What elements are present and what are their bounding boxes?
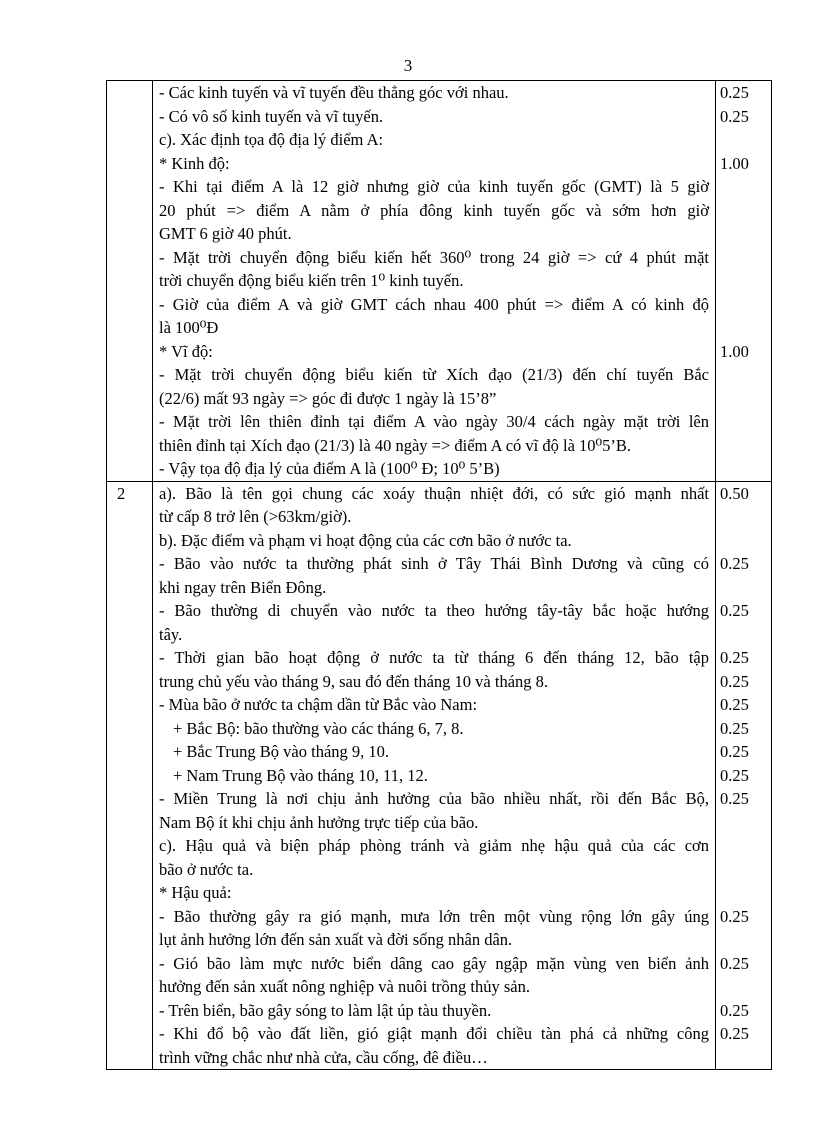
answer-line: là 100⁰Đ — [159, 318, 219, 337]
answer-line: trung chủ yếu vào tháng 9, sau đó đến tháng 10 và tháng 8. — [159, 671, 549, 691]
answer-table-body — [107, 81, 772, 1070]
question-number-cell — [107, 81, 153, 482]
answer-line: - Các kinh tuyến và vĩ tuyến đều thẳng góc với nhau. — [159, 83, 509, 102]
answer-line: 20 phút => điểm A nằm ở phía đông kinh tuyến gốc và sớm hơn giờ — [159, 200, 709, 220]
score-value — [720, 175, 771, 199]
score-value: 0.25 — [720, 789, 749, 808]
answer-line: + Bắc Trung Bộ vào tháng 9, 10. — [173, 742, 390, 761]
page-number: 3 — [403, 56, 413, 75]
answer-line: Nam Bộ ít khi chịu ảnh hưởng trực tiếp của bão. — [159, 812, 479, 832]
score-cell — [716, 481, 772, 1070]
answer-line: - Mặt trời lên thiên đỉnh tại điểm A vào ngày 30/4 cách ngày mặt trời lên — [159, 412, 709, 431]
score-value: 0.25 — [720, 695, 749, 714]
answer-line: thiên đỉnh tại Xích đạo (21/3) là 40 ngày => điểm A có vĩ độ là 10⁰5’B. — [159, 435, 632, 455]
question-number: 2 — [117, 483, 126, 503]
score-value — [720, 293, 771, 317]
score-value — [720, 623, 771, 647]
score-value — [720, 881, 771, 905]
answer-line: - Khi tại điểm A là 12 giờ nhưng giờ của kinh tuyến gốc (GMT) là 5 giờ — [159, 177, 709, 196]
score-value: 0.25 — [720, 106, 749, 126]
score-value: 0.25 — [720, 648, 749, 667]
score-value: 0.25 — [720, 718, 749, 738]
answer-line: b). Đặc điểm và phạm vi hoạt động của các cơn bão ở nước ta. — [159, 530, 572, 550]
answer-line: - Mặt trời chuyển động biểu kiến hết 360⁰ trong 24 giờ => cứ 4 phút mặt — [159, 247, 709, 267]
answer-content-cell — [153, 481, 716, 1070]
answer-line: - Trên biển, bão gây sóng to làm lật úp tàu thuyền. — [159, 1000, 492, 1020]
answer-line: c). Hậu quả và biện pháp phòng tránh và giảm nhẹ hậu quả của các cơn — [159, 836, 709, 855]
answer-table — [106, 80, 772, 1070]
score-value — [720, 387, 771, 411]
answer-line: bão ở nước ta. — [159, 859, 254, 879]
answer-line: trình vững chắc như nhà cửa, cầu cống, đê điều… — [159, 1047, 488, 1067]
score-value — [720, 576, 771, 600]
score-value — [720, 410, 771, 434]
score-value — [720, 928, 771, 952]
answer-line: + Bắc Bộ: bão thường vào các tháng 6, 7, 8. — [173, 718, 464, 738]
score-value: 0.25 — [720, 742, 749, 761]
answer-line: - Bão thường di chuyển vào nước ta theo hướng tây-tây bắc hoặc hướng — [159, 601, 709, 620]
answer-line: * Kinh độ: — [159, 153, 230, 173]
answer-line: - Giờ của điểm A và giờ GMT cách nhau 400 phút => điểm A có kinh độ — [159, 294, 709, 314]
score-value — [720, 811, 771, 835]
answer-line: - Vậy tọa độ địa lý của điểm A là (100⁰ Đ; 10⁰ 5’B) — [159, 459, 500, 478]
answer-line: - Có vô số kinh tuyến và vĩ tuyến. — [159, 106, 384, 126]
answer-content-cell — [153, 81, 716, 482]
question-row — [107, 81, 772, 482]
answer-line: - Khi đổ bộ vào đất liền, gió giật mạnh đổi chiều tàn phá cả những công — [159, 1024, 709, 1043]
score-value: 0.25 — [720, 601, 749, 620]
score-value: 0.50 — [720, 483, 749, 503]
answer-line: + Nam Trung Bộ vào tháng 10, 11, 12. — [173, 765, 428, 785]
answer-line: * Vĩ độ: — [159, 341, 213, 361]
score-value — [720, 128, 771, 152]
score-value: 1.00 — [720, 341, 749, 361]
answer-line: - Mùa bão ở nước ta chậm dần từ Bắc vào Nam: — [159, 695, 478, 714]
score-value — [720, 457, 771, 481]
score-value — [720, 858, 771, 882]
answer-line: - Mặt trời chuyển động biểu kiến từ Xích đạo (21/3) đến chí tuyến Bắc — [159, 365, 709, 384]
answer-line: (22/6) mất 93 ngày => góc đi được 1 ngày là 15’8” — [159, 388, 497, 408]
score-value — [720, 246, 771, 270]
question-number — [117, 81, 152, 105]
answer-line: khi ngay trên Biển Đông. — [159, 577, 327, 597]
question-row — [107, 481, 772, 1070]
score-value: 0.25 — [720, 906, 749, 926]
answer-line: - Bão thường gây ra gió mạnh, mưa lớn trên một vùng rộng lớn gây úng — [159, 906, 709, 926]
answer-line: GMT 6 giờ 40 phút. — [159, 224, 292, 243]
answer-line: lụt ảnh hưởng lớn đến sản xuất và đời sống nhân dân. — [159, 930, 513, 949]
answer-line: tây. — [159, 624, 183, 644]
score-value: 0.25 — [720, 83, 749, 102]
score-value — [720, 363, 771, 387]
answer-line: - Miền Trung là nơi chịu ảnh hưởng của bão nhiều nhất, rồi đến Bắc Bộ, — [159, 789, 709, 808]
answer-line: - Gió bão làm mực nước biển dâng cao gây ngập mặn vùng ven biển ảnh — [159, 953, 709, 973]
score-value — [720, 269, 771, 293]
score-value — [720, 975, 771, 999]
score-value — [720, 505, 771, 529]
answer-line: * Hậu quả: — [159, 883, 232, 902]
score-value — [720, 199, 771, 223]
score-value — [720, 434, 771, 458]
answer-line: từ cấp 8 trở lên (>63km/giờ). — [159, 507, 352, 526]
question-number-cell — [107, 481, 153, 1070]
score-value — [720, 1046, 771, 1070]
answer-line: - Bão vào nước ta thường phát sinh ở Tây Thái Bình Dương và cũng có — [159, 554, 709, 573]
score-value: 0.25 — [720, 1000, 749, 1020]
score-value — [720, 222, 771, 246]
score-value — [720, 316, 771, 340]
score-value: 0.25 — [720, 554, 749, 573]
score-cell — [716, 81, 772, 482]
score-value: 1.00 — [720, 153, 749, 173]
score-value — [720, 529, 771, 553]
score-value: 0.25 — [720, 765, 749, 785]
answer-line: trời chuyển động biểu kiến trên 1⁰ kinh tuyến. — [159, 271, 464, 290]
answer-line: - Thời gian bão hoạt động ở nước ta từ tháng 6 đến tháng 12, bão tập — [159, 648, 709, 667]
answer-line: c). Xác định tọa độ địa lý điểm A: — [159, 130, 384, 149]
answer-line: a). Bão là tên gọi chung các xoáy thuận nhiệt đới, có sức gió mạnh nhất — [159, 483, 709, 503]
score-value: 0.25 — [720, 953, 749, 973]
score-value: 0.25 — [720, 1024, 749, 1043]
score-value: 0.25 — [720, 671, 749, 691]
answer-line: hưởng đến sản xuất nông nghiệp và nuôi trồng thủy sản. — [159, 977, 530, 996]
score-value — [720, 834, 771, 858]
